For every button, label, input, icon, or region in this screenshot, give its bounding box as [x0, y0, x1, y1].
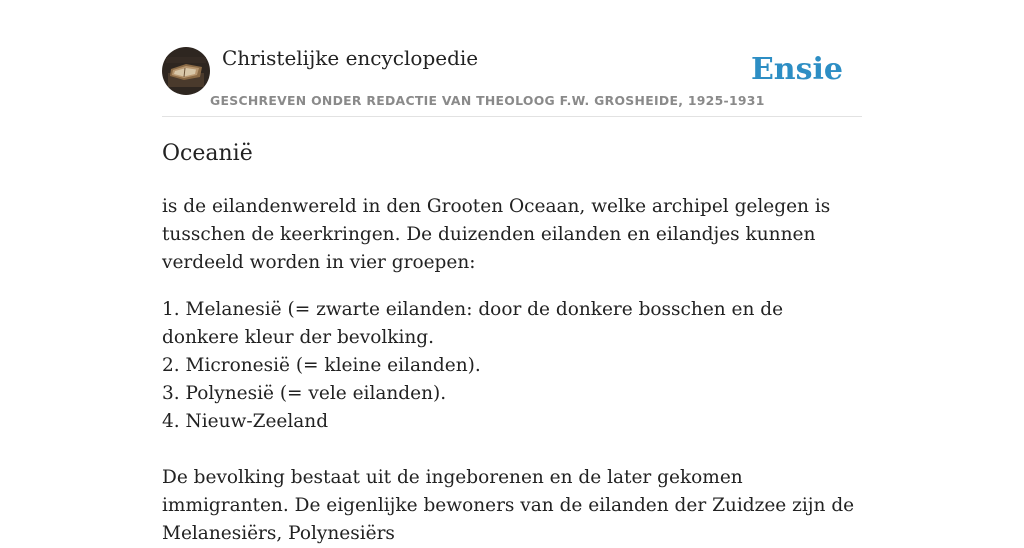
article-paragraph: De bevolking bestaat uit de ingeborenen en de later gekomen immigranten. De eigenlijke bewoners van de eilanden der Zuidzee zijn de Melanesiërs, Polynesiërs [162, 467, 855, 544]
list-item: 4. Nieuw-Zeeland [162, 411, 329, 432]
list-item: 2. Micronesië (= kleine eilanden). [162, 355, 481, 376]
site-header [162, 46, 862, 117]
brand-logo[interactable]: Ensie [750, 52, 843, 87]
page-title: Oceanië [162, 141, 253, 166]
list-item: 1. Melanesië (= zwarte eilanden: door de donkere bosschen en de donkere kleur der bevolking. [162, 299, 784, 348]
list-item: 3. Polynesië (= vele eilanden). [162, 383, 447, 404]
site-subtitle: GESCHREVEN ONDER REDACTIE VAN THEOLOOG F.W. GROSHEIDE, 1925-1931 [210, 93, 765, 108]
group-list [162, 296, 862, 436]
article-intro: is de eilandenwereld in den Grooten Oceaan, welke archipel gelegen is tusschen de keerkringen. De duizenden eilanden en eilandjes kunnen verdeeld worden in vier groepen: [162, 196, 831, 273]
site-title[interactable]: Christelijke encyclopedie [222, 46, 479, 70]
book-icon[interactable] [162, 47, 210, 95]
article [162, 136, 862, 548]
